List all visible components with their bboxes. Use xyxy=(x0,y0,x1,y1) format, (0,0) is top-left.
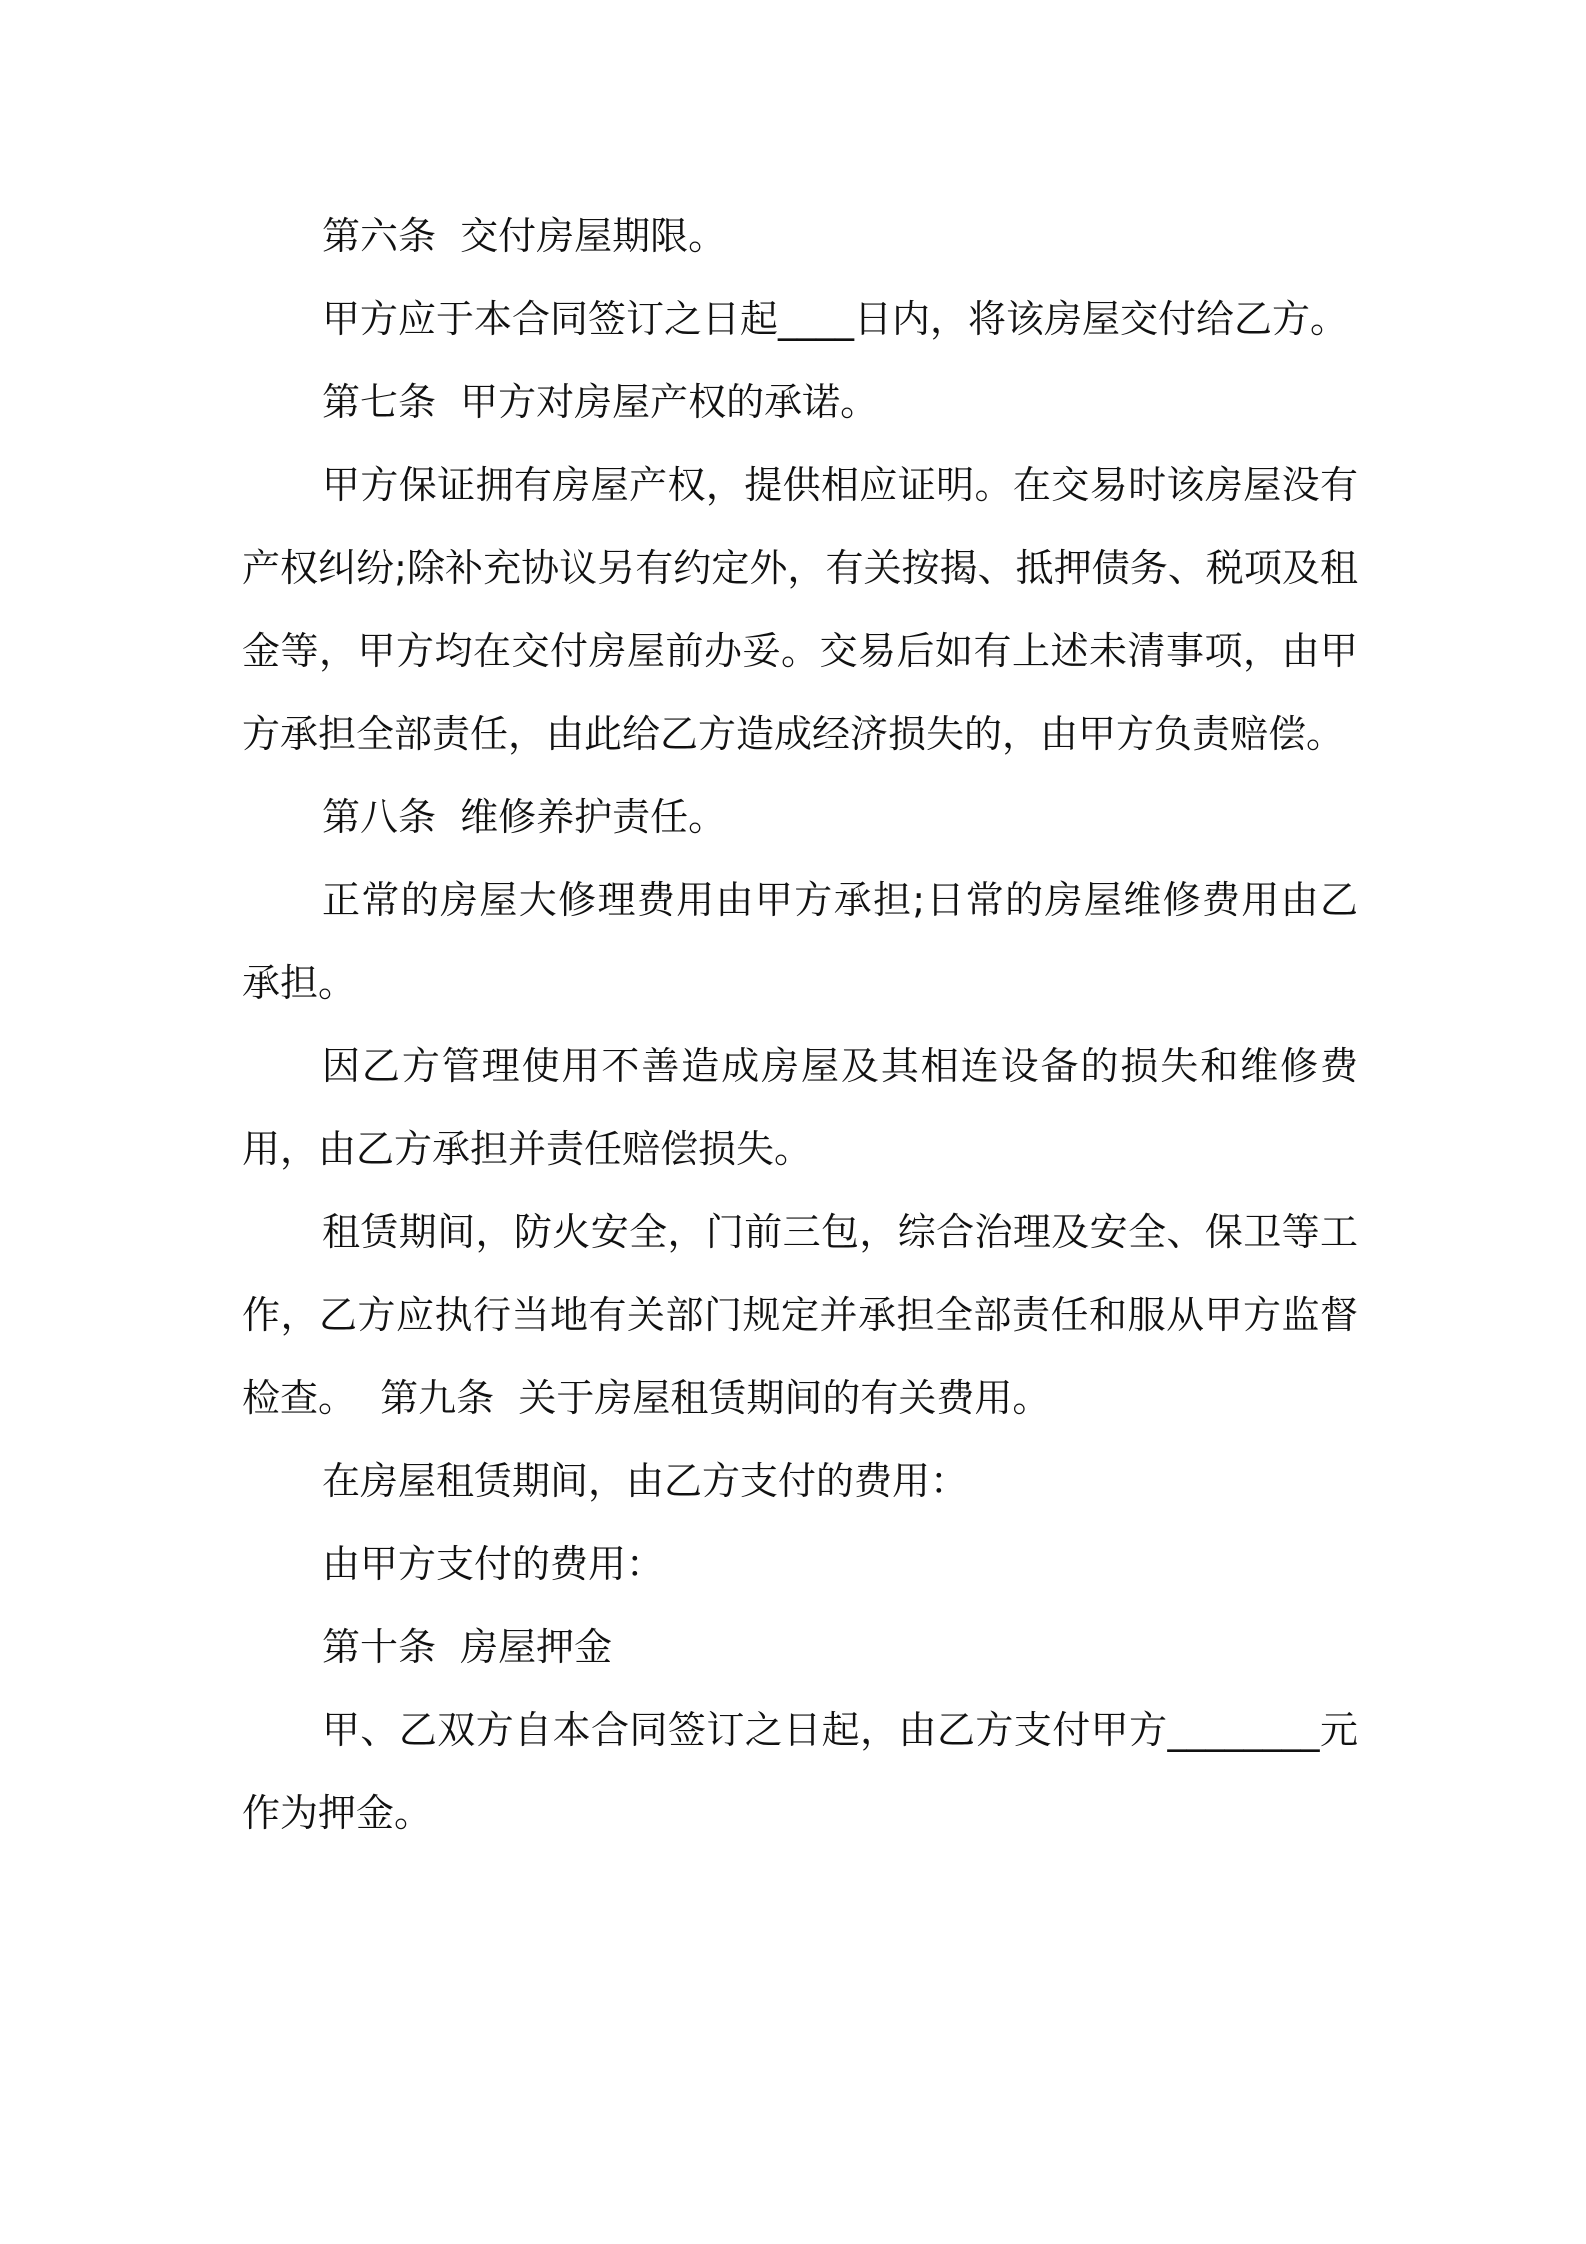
article-10-text: 甲、乙双方自本合同签订之日起，由乙方支付甲方________元作为押金。 xyxy=(242,1708,1358,1835)
article-8-text-3: 租赁期间，防火安全，门前三包，综合治理及安全、保卫等工作，乙方应执行当地有关部门规定并承担全部责任和服从甲方监督检查。 第九条 关于房屋租赁期间的有关费用。 xyxy=(242,1210,1358,1420)
document-body xyxy=(242,195,1358,1855)
article-8-text-2: 因乙方管理使用不善造成房屋及其相连设备的损失和维修费用，由乙方承担并责任赔偿损失。 xyxy=(242,1044,1358,1171)
article-10-heading: 第十条 房屋押金 xyxy=(322,1625,613,1669)
article-7-heading: 第七条 甲方对房屋产权的承诺。 xyxy=(322,380,879,424)
article-9-landlord-fees: 由甲方支付的费用： xyxy=(322,1542,665,1586)
article-6-heading: 第六条 交付房屋期限。 xyxy=(322,214,727,258)
article-8-text-1: 正常的房屋大修理费用由甲方承担;日常的房屋维修费用由乙承担。 xyxy=(242,878,1358,1005)
article-8-heading: 第八条 维修养护责任。 xyxy=(322,795,727,839)
article-6-text: 甲方应于本合同签订之日起____日内，将该房屋交付给乙方。 xyxy=(322,297,1349,341)
article-9-tenant-fees: 在房屋租赁期间，由乙方支付的费用： xyxy=(322,1459,969,1503)
article-7-text: 甲方保证拥有房屋产权，提供相应证明。在交易时该房屋没有产权纠纷;除补充协议另有约定外，有关按揭、抵押债务、税项及租金等，甲方均在交付房屋前办妥。交易后如有上述未清事项，由甲方承担全部责任，由此给乙方造成经济损失的，由甲方负责赔偿。 xyxy=(242,463,1358,756)
